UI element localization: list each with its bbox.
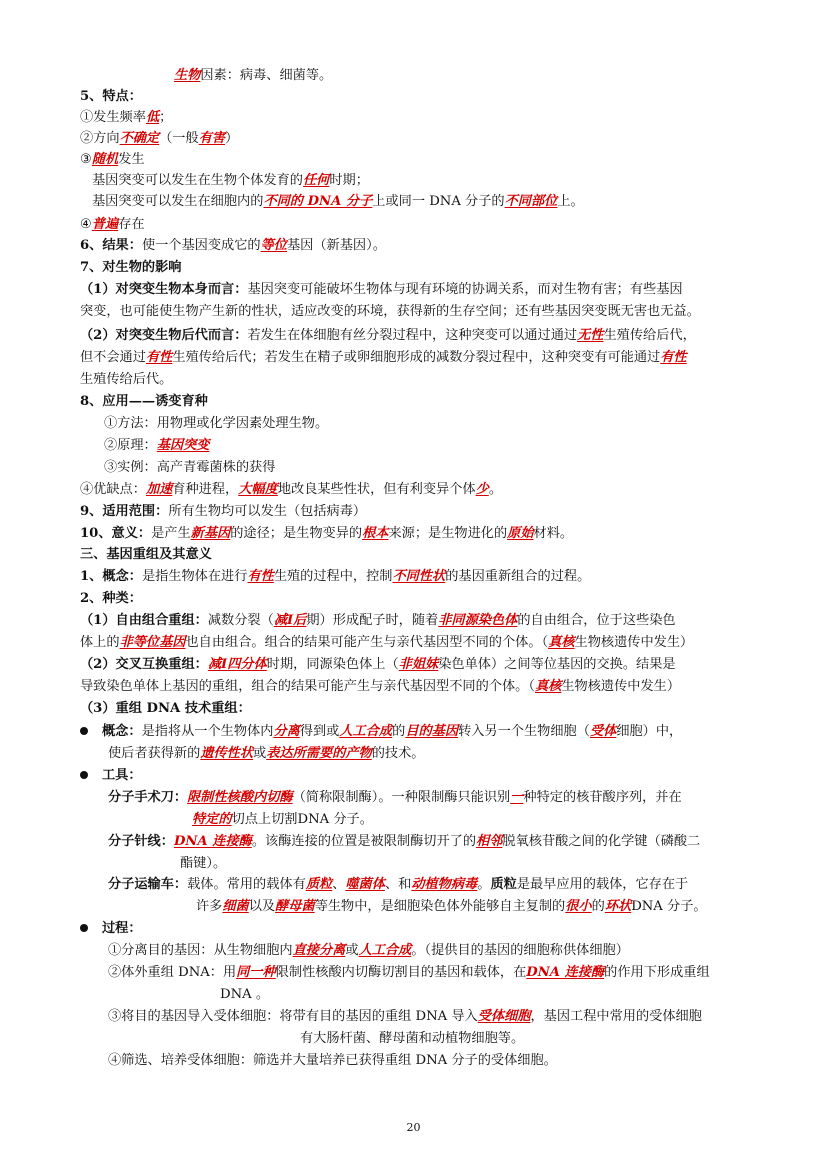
text-segment: 或 — [253, 746, 267, 761]
text-segment: 生殖传给后代。 — [80, 372, 173, 387]
text-segment: 是最早应用的载体，它存在于 — [516, 877, 689, 892]
text-segment: 上。 — [557, 194, 584, 209]
key-term: 目的基因 — [405, 724, 459, 739]
text-segment: 的途径；是生物变异的 — [230, 526, 363, 541]
bold-text: 分子手术刀： — [108, 790, 188, 805]
text-line — [108, 941, 629, 961]
text-segment: 的自由组合，位于这些染色 — [517, 613, 676, 628]
text-line — [80, 87, 142, 107]
key-term: 不确定 — [119, 131, 160, 146]
text-segment: 等生物中，是细胞染色体外能够自主复制的 — [314, 899, 566, 914]
text-line — [80, 215, 145, 235]
text-segment: 细胞）中， — [616, 724, 683, 739]
text-line — [80, 129, 238, 149]
text-segment: 有大肠杆菌、酵母菌和动植物细胞等。 — [300, 1031, 525, 1046]
bold-text: （2）对突变生物后代而言： — [80, 328, 248, 343]
bold-text: （1）对突变生物本身而言： — [80, 282, 248, 297]
text-line — [80, 611, 676, 631]
bold-text: 7、对生物的影响 — [80, 260, 182, 275]
text-segment: 上或同一 DNA 分子的 — [372, 194, 505, 209]
key-term: 不同的 DNA 分子 — [263, 194, 373, 209]
text-line — [104, 458, 275, 478]
key-term: 遗传性状 — [200, 746, 254, 761]
bold-text: 工具： — [102, 768, 142, 783]
key-term: 有性 — [145, 350, 173, 365]
text-segment: 体上的 — [80, 635, 120, 650]
key-term: 减Ⅰ后 — [273, 613, 307, 628]
text-line — [80, 326, 696, 346]
text-segment: 突变，也可能使生物产生新的性状，适应改变的环境，获得新的生存空间；还有些基因突变既无害也无益。 — [80, 304, 700, 319]
text-line — [80, 545, 212, 565]
text-segment: 基因突变可能破坏生物体与现有环境的协调关系，而对生物有害；有些基因 — [247, 282, 683, 297]
key-term: 分离 — [273, 724, 300, 739]
bold-text: 8、应用——诱变育种 — [80, 394, 208, 409]
key-term: 任何 — [303, 173, 330, 188]
bold-text: 过程： — [102, 921, 142, 936]
key-term: 很小 — [565, 899, 592, 914]
text-line — [80, 677, 680, 697]
bullet-icon — [80, 924, 88, 932]
text-segment: 许多 — [196, 899, 223, 914]
bold-text: （2）交叉互换重组： — [80, 657, 208, 672]
bold-text: 概念： — [102, 724, 142, 739]
key-term: 加速 — [145, 482, 173, 497]
bold-text: 9、适用范围： — [80, 504, 169, 519]
text-line — [220, 985, 269, 1005]
text-line — [80, 919, 142, 939]
bold-text: 6、结果： — [80, 238, 142, 253]
text-line — [80, 722, 682, 742]
text-line — [80, 280, 683, 300]
text-segment: 导致染色单体上基因的重组，组合的结果可能产生与亲代基因型不同的个体。（ — [80, 679, 535, 694]
text-line — [104, 436, 210, 456]
key-term: 动植物病毒 — [411, 877, 478, 892]
text-line — [80, 370, 172, 390]
text-segment: 或 — [345, 943, 359, 958]
text-segment: 。（提供目的基因的细胞称供体细胞） — [411, 943, 629, 958]
text-segment: ，基因工程中常用的受体细胞 — [530, 1009, 702, 1024]
text-segment: 的技术。 — [371, 746, 425, 761]
text-line — [80, 302, 700, 322]
text-segment: DNA 分子。 — [631, 899, 707, 914]
key-term: 减Ⅰ四分体 — [207, 657, 267, 672]
text-segment: 期）形成配子时，随着 — [306, 613, 439, 628]
bullet-icon — [80, 771, 88, 779]
bold-text: 1、概念： — [80, 569, 142, 584]
text-segment: 生物核遗传中发生） — [561, 679, 681, 694]
text-segment: ①发生频率 — [80, 110, 146, 125]
key-term: DNA 连接酶 — [526, 965, 605, 980]
key-term: 环状 — [604, 899, 632, 914]
text-segment: ； — [159, 110, 173, 125]
text-line — [80, 392, 208, 412]
text-segment: 脱氧核苷酸之间的化学键（磷酸二 — [502, 834, 701, 849]
text-segment: 基因（新基因）。 — [287, 238, 386, 253]
key-term: 新基因 — [190, 526, 231, 541]
key-term: DNA 连接酶 — [173, 834, 252, 849]
text-line — [80, 633, 693, 653]
bold-text: （1）自由组合重组： — [80, 613, 208, 628]
text-line — [108, 832, 700, 852]
key-term: 同一种 — [236, 965, 276, 980]
key-term: 不同性状 — [392, 569, 446, 584]
key-term: 受体 — [589, 724, 617, 739]
text-segment: 种特定的核苷酸序列，并在 — [523, 790, 682, 805]
text-line — [80, 655, 676, 675]
text-segment: 基因突变可以发生在生物个体发育的 — [92, 173, 303, 188]
text-segment: ①分离目的基因：从生物细胞内 — [108, 943, 293, 958]
text-line — [108, 744, 425, 764]
key-term: 低 — [145, 110, 160, 125]
bold-text: （3）重组 DNA 技术重组： — [80, 701, 251, 716]
text-line — [80, 524, 573, 544]
text-line — [80, 480, 502, 500]
text-segment: ③实例：高产青霉菌株的获得 — [104, 460, 276, 475]
text-segment: （简称限制酶）。一种限制酶只能识别 — [292, 790, 511, 805]
text-segment: 得到或 — [299, 724, 340, 739]
text-segment: 使后者获得新的 — [108, 746, 201, 761]
text-line — [108, 963, 710, 983]
key-term: 酵母菌 — [275, 899, 315, 914]
text-segment: ①方法：用物理或化学因素处理生物。 — [104, 416, 329, 431]
text-segment: 但不会通过 — [80, 350, 146, 365]
key-term: 根本 — [362, 526, 389, 541]
bold-text: 2、种类： — [80, 591, 142, 606]
text-line — [196, 897, 707, 917]
text-line — [80, 348, 687, 368]
text-segment: 来源；是生物进化的 — [388, 526, 508, 541]
text-segment: 、 — [332, 877, 346, 892]
key-term: 人工合成 — [358, 943, 412, 958]
key-term: 直接分离 — [292, 943, 346, 958]
key-term: 特定的 — [192, 812, 232, 827]
key-term: 有性 — [660, 350, 687, 365]
text-segment: ②体外重组 DNA：用 — [108, 965, 237, 980]
text-segment: 的基因重新组合的过程。 — [445, 569, 591, 584]
key-term: 细菌 — [222, 899, 249, 914]
text-line — [80, 258, 182, 278]
text-segment: 染色单体）之间等位基因的交换。结果是 — [438, 657, 676, 672]
text-segment: 的 — [591, 899, 605, 914]
bold-text: 分子运输车： — [108, 877, 188, 892]
text-segment: 基因突变可以发生在细胞内的 — [92, 194, 264, 209]
key-term: 受体细胞 — [477, 1009, 531, 1024]
text-segment: 的 — [392, 724, 406, 739]
text-line — [80, 589, 142, 609]
text-line — [192, 810, 373, 830]
text-segment: 地改良某些性状，但有利变异个体 — [277, 482, 476, 497]
text-segment: 是指生物体在进行 — [141, 569, 248, 584]
text-segment: 生殖的过程中，控制 — [273, 569, 393, 584]
text-line — [80, 699, 251, 719]
text-segment: 使一个基因变成它的 — [141, 238, 261, 253]
bold-text: 分子针线： — [108, 834, 174, 849]
text-segment: 以及 — [248, 899, 276, 914]
text-segment: 。 — [488, 482, 502, 497]
key-term: 原始 — [507, 526, 534, 541]
key-term: 无性 — [577, 328, 604, 343]
key-term: 随机 — [91, 152, 119, 167]
key-term: 质粒 — [305, 877, 333, 892]
text-line — [300, 1029, 524, 1049]
page-number: 20 — [406, 1121, 421, 1134]
key-term: 大幅度 — [238, 482, 278, 497]
bullet-icon — [80, 727, 88, 735]
text-line — [180, 854, 226, 874]
key-term: 限制性核酸内切酶 — [187, 790, 293, 805]
key-term: 普遍 — [91, 217, 119, 232]
text-line — [108, 788, 682, 808]
key-term: 有害 — [198, 131, 226, 146]
text-segment: 是指将从一个生物体内 — [141, 724, 274, 739]
text-segment: ②方向 — [80, 131, 120, 146]
key-term: 等位 — [260, 238, 287, 253]
bold-text: 三、基因重组及其意义 — [80, 547, 212, 562]
text-segment: 减数分裂（ — [207, 613, 274, 628]
text-segment: 、和 — [384, 877, 412, 892]
text-line — [108, 1007, 702, 1027]
text-segment: 是产生 — [151, 526, 191, 541]
text-line — [80, 108, 172, 128]
text-line — [80, 236, 386, 256]
text-line — [92, 171, 369, 191]
key-term: 少 — [475, 482, 489, 497]
text-segment: 酯键）。 — [180, 856, 227, 871]
text-segment: 生殖传给后代， — [603, 328, 696, 343]
text-segment: 转入另一个生物细胞（ — [458, 724, 590, 739]
text-segment: ④ — [80, 217, 92, 232]
text-line — [174, 66, 332, 86]
text-line — [108, 1051, 557, 1071]
text-line — [80, 567, 590, 587]
text-segment: （一般 — [159, 131, 199, 146]
text-line — [80, 502, 366, 522]
text-segment: 。 — [477, 877, 491, 892]
key-term: 生物 — [174, 68, 201, 83]
text-segment: 。该酶连接的位置是被限制酶切开了的 — [251, 834, 477, 849]
text-line — [92, 192, 584, 212]
text-segment: 时期； — [329, 173, 369, 188]
key-term: 表达所需要的产物 — [266, 746, 372, 761]
text-segment: ④优缺点： — [80, 482, 146, 497]
key-term: 噬菌体 — [345, 877, 385, 892]
text-line — [104, 414, 328, 434]
text-segment: 材料。 — [533, 526, 574, 541]
text-segment: ③将目的基因导入受体细胞：将带有目的基因的重组 DNA 导入 — [108, 1009, 478, 1024]
text-segment: ） — [225, 131, 239, 146]
key-term: 有性 — [247, 569, 274, 584]
key-term: 非等位基因 — [119, 635, 186, 650]
bold-text: 5、特点： — [80, 89, 142, 104]
text-segment: 限制性核酸内切酶切割目的基因和载体，在 — [275, 965, 527, 980]
text-line — [80, 150, 145, 170]
text-segment: 所有生物均可以发生（包括病毒） — [168, 504, 367, 519]
text-line — [80, 766, 142, 786]
text-segment: 载体。常用的载体有 — [187, 877, 306, 892]
text-line — [108, 875, 688, 895]
text-segment: ④筛选、培养受体细胞：筛选并大量培养已获得重组 DNA 分子的受体细胞。 — [108, 1053, 557, 1068]
bold-text: 10、意义： — [80, 526, 152, 541]
key-term: 人工合成 — [339, 724, 393, 739]
text-segment: 发生 — [118, 152, 145, 167]
key-term: 一 — [510, 790, 524, 805]
text-segment: 因素：病毒、细菌等。 — [200, 68, 333, 83]
key-term: 非同源染色体 — [438, 613, 518, 628]
key-term: 相邻 — [476, 834, 503, 849]
text-segment: 存在 — [118, 217, 145, 232]
text-segment: ③ — [80, 152, 92, 167]
text-segment: 也自由组合。组合的结果可能产生与亲代基因型不同的个体。（ — [185, 635, 549, 650]
bold-text: 质粒 — [490, 877, 517, 892]
text-segment: 生殖传给后代；若发生在精子或卵细胞形成的减数分裂过程中，这种突变有可能通过 — [172, 350, 661, 365]
text-segment: 育种进程， — [172, 482, 239, 497]
text-segment: ②原理： — [104, 438, 157, 453]
text-segment: 生物核遗传中发生） — [574, 635, 694, 650]
text-segment: 切点上切割DNA 分子。 — [231, 812, 373, 827]
key-term: 真核 — [534, 679, 562, 694]
text-segment: 时期，同源染色体上（ — [266, 657, 399, 672]
text-segment: 若发生在体细胞有丝分裂过程中，这种突变可以通过通过 — [247, 328, 578, 343]
text-segment: DNA 。 — [220, 987, 270, 1002]
key-term: 不同部位 — [504, 194, 558, 209]
key-term: 非姐妹 — [398, 657, 439, 672]
key-term: 基因突变 — [156, 438, 210, 453]
text-segment: 的作用下形成重组 — [604, 965, 710, 980]
key-term: 真核 — [548, 635, 575, 650]
